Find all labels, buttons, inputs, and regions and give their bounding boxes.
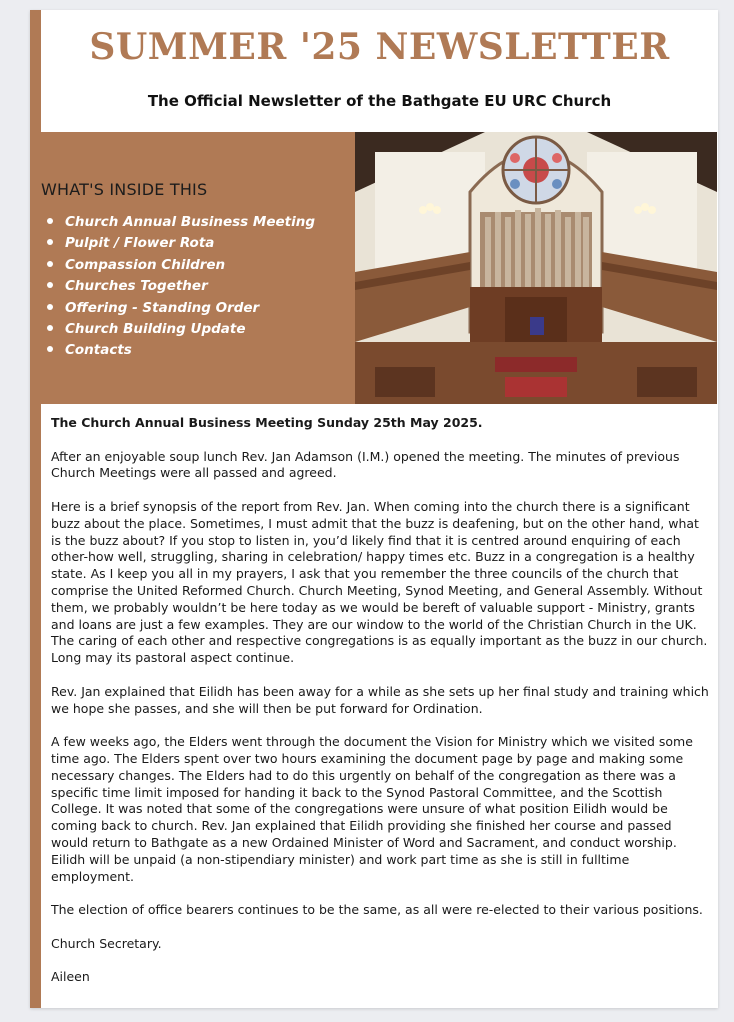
bullet-icon xyxy=(47,346,53,352)
newsletter-subtitle: The Official Newsletter of the Bathgate EU URC Church xyxy=(147,92,612,110)
bullet-icon xyxy=(47,261,53,267)
whats-inside-panel xyxy=(41,132,355,404)
signoff-name: Aileen xyxy=(51,969,90,985)
list-item: Compassion Children xyxy=(47,255,315,276)
bullet-icon xyxy=(47,304,53,310)
list-item: Church Annual Business Meeting xyxy=(47,212,315,233)
list-item: Contacts xyxy=(47,340,315,361)
article-body xyxy=(51,415,711,1003)
list-item: Pulpit / Flower Rota xyxy=(47,233,315,254)
church-interior-photo xyxy=(355,132,717,404)
newsletter-title: SUMMER '25 NEWSLETTER xyxy=(89,26,670,68)
list-item: Church Building Update xyxy=(47,319,315,340)
article-paragraph: The election of office bearers continues to be the same, as all were re-elected to their various positions. xyxy=(51,902,703,918)
bullet-icon xyxy=(47,239,53,245)
list-item: Churches Together xyxy=(47,276,315,297)
article-paragraph: Here is a brief synopsis of the report from Rev. Jan. When coming into the church there is a significant buzz about the place. Sometimes, I must admit that the buzz is deafening, but on the other hand, what is the buzz about? If you stop to listen in, you’d likely find that it is centred around enquiring of each other-how well, struggling, sharing in celebration/ happy times etc. Buzz in a congregation is a healthy state. As I keep you all in my prayers, I ask that you remember the three councils of the church that comprise the United Reformed Church. Church Meeting, Synod Meeting, and General Assembly. Without them, we probably wouldn’t be here today as we would be bereft of valuable support - Ministry, grants and loans are just a few examples. They are our window to the world of the Christian Church in the UK. The caring of each other and respective congregations is as equally important as the buzz in our church. Long may its pastoral aspect continue. xyxy=(51,498,708,666)
accent-side-bar xyxy=(30,10,41,1008)
whats-inside-heading: WHAT'S INSIDE THIS xyxy=(41,180,208,199)
article-paragraph: A few weeks ago, the Elders went through the document the Vision for Ministry which we visited some time ago. The Elders spent over two hours examining the document page by page and making some necessary changes. The Elders had to do this urgently on behalf of the congregation as there was a specific time limit imposed for handing it back to the Synod Pastoral Committee, and the Scottish College. It was noted that some of the congregations were unsure of what position Eilidh would be coming back to church. Rev. Jan explained that Eilidh providing she finished her course and passed would return to Bathgate as a new Ordained Minister of Word and Sacrament, and conduct worship. Eilidh will be unpaid (a non-stipendiary minister) and work part time as she is still in fulltime employment. xyxy=(51,734,693,884)
list-item: Offering - Standing Order xyxy=(47,298,315,319)
contents-list xyxy=(47,212,315,362)
bullet-icon xyxy=(47,218,53,224)
article-heading: The Church Annual Business Meeting Sunday 25th May 2025. xyxy=(51,415,483,430)
article-paragraph: Rev. Jan explained that Eilidh has been away for a while as she sets up her final study and training which we hope she passes, and she will then be put forward for Ordination. xyxy=(51,683,709,716)
bullet-icon xyxy=(47,282,53,288)
article-paragraph: After an enjoyable soup lunch Rev. Jan Adamson (I.M.) opened the meeting. The minutes of previous Church Meetings were all passed and agreed. xyxy=(51,448,680,481)
bullet-icon xyxy=(47,325,53,331)
signoff-title: Church Secretary. xyxy=(51,935,162,951)
